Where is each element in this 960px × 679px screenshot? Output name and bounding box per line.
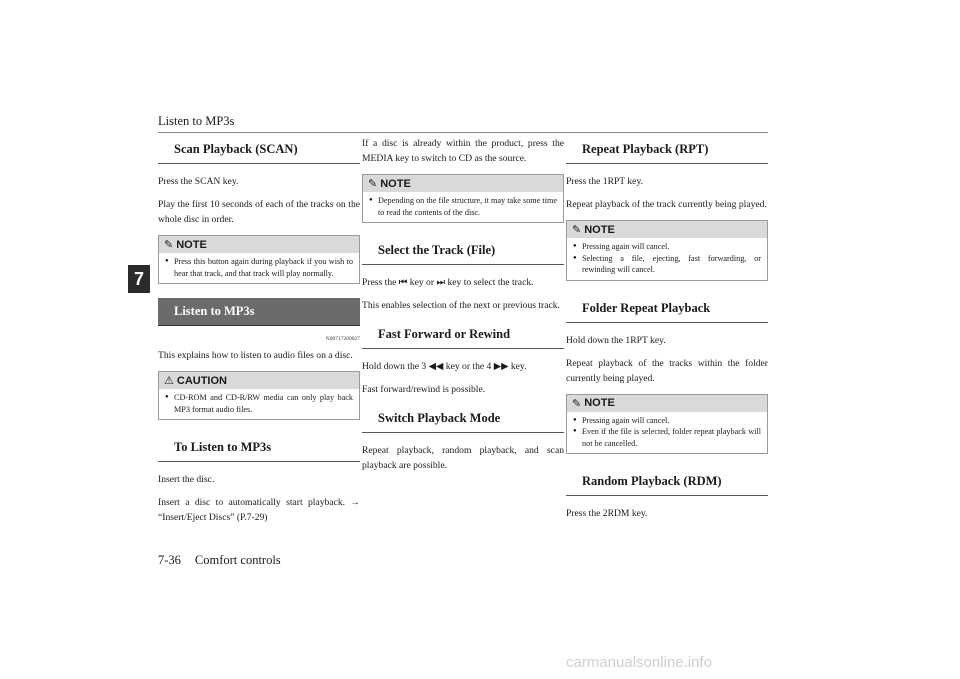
page-header-title: Listen to MP3s	[158, 114, 235, 128]
note-item: ● Even if the file is selected, folder repeat playback will not be cancelled.	[573, 426, 761, 449]
note-icon: ✎	[572, 224, 582, 236]
paragraph: Fast forward/rewind is possible.	[362, 384, 486, 395]
watermark: carmanualsonline.info	[566, 654, 712, 671]
caution-label: CAUTION	[176, 374, 227, 387]
paragraph: Hold down the 3 ◀◀ key or the 4 ▶▶ key.	[362, 361, 527, 372]
warning-triangle-icon: ⚠	[164, 375, 174, 387]
paragraph: This explains how to listen to audio files on a disc.	[158, 350, 353, 361]
paragraph: Repeat playback of the tracks within the folder currently being played.	[566, 357, 768, 384]
document-code: N00717200027	[325, 336, 360, 342]
paragraph: This enables selection of the next or previous track.	[362, 300, 560, 311]
note-box	[362, 174, 564, 223]
note-item: ● Selecting a file, ejecting, fast forwarding, or rewinding will cancel.	[573, 253, 761, 276]
page-footer	[158, 553, 281, 568]
note-icon: ✎	[572, 397, 582, 410]
section-heading-random: Random Playback (RDM)	[566, 468, 768, 496]
section-heading-listen: Listen to MP3s	[158, 298, 360, 326]
note-item: ● Pressing again will cancel.	[573, 241, 761, 253]
paragraph: Press the ⏮ key or ⏭ key to select the track.	[362, 277, 534, 288]
page-number: 7-36	[158, 553, 181, 567]
note-box	[566, 220, 768, 281]
paragraph: Insert the disc.	[158, 474, 215, 485]
note-box	[158, 235, 360, 284]
paragraph: Repeat playback, random playback, and scan playback are possible.	[362, 445, 564, 471]
caution-box	[158, 371, 360, 420]
section-heading-folder-repeat: Folder Repeat Playback	[566, 295, 768, 323]
column-2	[362, 136, 564, 481]
section-heading-to-listen: To Listen to MP3s	[158, 434, 360, 462]
paragraph: If a disc is already within the product, press the MEDIA key to switch to CD as the source.	[362, 138, 564, 164]
paragraph-with-reference: Insert a disc to automatically start playback. → “Insert/Eject Discs” (P.7-29)	[158, 497, 360, 523]
header-rule	[158, 132, 768, 133]
section-heading-fast-forward: Fast Forward or Rewind	[362, 321, 564, 349]
section-heading-repeat: Repeat Playback (RPT)	[566, 136, 768, 164]
note-label: NOTE	[584, 397, 615, 409]
paragraph: Press the 1RPT key.	[566, 176, 644, 187]
section-heading-select: Select the Track (File)	[362, 237, 564, 265]
paragraph: Hold down the 1RPT key.	[566, 334, 666, 346]
note-icon: ✎	[164, 239, 174, 251]
note-item: ● Press this button again during playback if you wish to hear that track, and that track will play normally.	[165, 256, 353, 279]
section-heading-switch-mode: Switch Playback Mode	[362, 405, 564, 433]
column-1	[158, 136, 360, 533]
note-item: ● Pressing again will cancel.	[573, 415, 761, 427]
note-label: NOTE	[176, 238, 207, 251]
footer-section: Comfort controls	[194, 553, 281, 567]
note-label: NOTE	[584, 223, 615, 236]
section-heading-scan: Scan Playback (SCAN)	[158, 136, 360, 164]
paragraph: Play the first 10 seconds of each of the tracks on the whole disc in order.	[158, 199, 360, 225]
note-label: NOTE	[380, 177, 411, 190]
note-item: ● Depending on the file structure, it may take some time to read the contents of the disc.	[369, 195, 557, 218]
paragraph: Repeat playback of the track currently being played.	[566, 199, 767, 210]
note-box	[566, 394, 768, 455]
paragraph: Press the SCAN key.	[158, 176, 239, 187]
chapter-tab: 7	[128, 265, 150, 293]
paragraph: Press the 2RDM key.	[566, 508, 648, 519]
caution-item: ● CD-ROM and CD-R/RW media can only play back MP3 format audio files.	[165, 392, 353, 415]
column-3	[566, 136, 768, 529]
note-icon: ✎	[368, 178, 378, 190]
